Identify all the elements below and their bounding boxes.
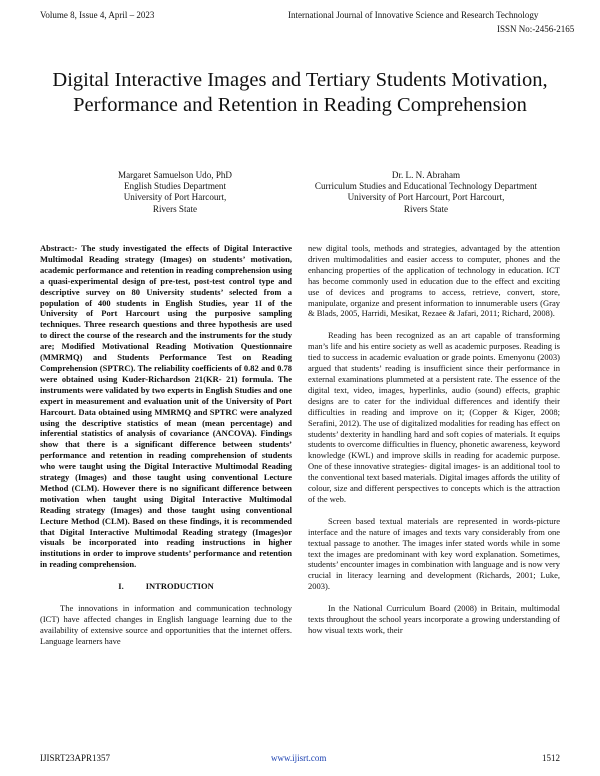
author-state: Rivers State — [403, 203, 449, 214]
paragraph: Reading has been recognized as an art capable of transforming man’s life and his entire society as well as academic purposes. Reading is tied to success in academic evaluation or grade points. Emenyonu (2003) argued that students’ reading is insufficient since their performance in external examinations plummeted at a persistent rate. The essence of the digital text, video, images, hyperlinks, audio (sound) effects, graphic designs are to cater for the individual differences and identify their difficulties in reading and improve on it; (Copper & Kiger, 2008; Serafini, 2012). The use of digitalized modalities for reading has effect on students’ dexterity in handling hard and soft copies of materials. It equips students to overcome difficulties in fluency, phonetic awareness, keyword knowledge (KWL) and improve skills in reading for academic purpose. One of these innovative strategies- digital images- is an additional tool to the conventional text based materials. Digital images affords the utility of colour, size and different perspectives to concepts which is the attraction of the web. — [308, 330, 560, 504]
paragraph: Screen based textual materials are represented in words-picture interface and the nature of images and texts vary considerably from one textual passage to another. The images infer stated words while in some text the images are predominant with key word explanation. Sometimes, students’ encounter images in combination with language and is now very crucial in literacy learning and development (Richards, 2001; Luke, 2003). — [308, 515, 560, 592]
author-block-2 — [296, 170, 556, 215]
journal-url[interactable]: www.ijisrt.com — [271, 753, 327, 763]
author-institution: University of Port Harcourt, Port Harcourt, — [347, 192, 505, 203]
right-column — [308, 243, 560, 636]
author-institution: University of Port Harcourt, — [123, 192, 227, 203]
paper-title: Digital Interactive Images and Tertiary Students Motivation, Performance and Retention in Reading Comprehension — [52, 69, 548, 116]
volume-info: Volume 8, Issue 4, April – 2023 — [40, 10, 155, 20]
section-heading — [40, 581, 292, 592]
author-block-1 — [45, 170, 305, 215]
author-department: English Studies Department — [123, 181, 227, 192]
left-column — [40, 243, 292, 647]
paragraph: new digital tools, methods and strategies, advantaged by the attention driven multimodalities and easier access to computer, phones and the enhancing properties of the application of technology in education. ICT has become commonly used in education due to the effect and exciting use of devices and programs to access, retrieve, convert, store, manipulate, organize and present information to innumerable users (Gray & Blads, 2005, Harridi, Mesikat, Rezaee & Jafari, 2011; Richard, 2008). — [308, 243, 560, 319]
paper-code: IJISRT23APR1357 — [40, 753, 110, 763]
paragraph: In the National Curriculum Board (2008) in Britain, multimodal texts throughout the school years incorporate a growing understanding of how visual texts work, their — [308, 603, 560, 635]
page-number: 1512 — [542, 753, 560, 763]
intro-paragraph: The innovations in information and communication technology (ICT) have affected changes in English language learning due to the availability of extensive source and opportunities that the internet offers. Language learners have — [40, 603, 292, 646]
section-title: INTRODUCTION — [145, 581, 214, 592]
author-state: Rivers State — [152, 203, 198, 214]
abstract: Abstract:- The study investigated the effects of Digital Interactive Multimodal Reading strategy (Images) on students’ motivation, academic performance and retention in reading comprehension using a quasi-experimental design of pre-test, post-test control type and descriptive survey on 80 University students’ selected from a population of 400 students in English Studies, year 1I of the University of Port Harcourt using the purposive sampling techniques. Three research questions and three hypothesis are used to direct the course of the research and the instruments for the study are; Modified Motivational Reading Motivation Questionnaire (MMRMQ) and Students Performance Test on Reading Comprehension (SPTRC). The reliability coefficients of 0.82 and 0.78 were obtained using Kuder-Richardson 21(KR- 21) formula. The instruments were validated by two experts in English Studies and one expert in measurement and evaluation unit of the University of Port Harcourt. Data obtained using MMRMQ and SPTRC were analyzed using the descriptive statistics of mean (mean percentage) and inferential statistics of analysis of covariance (ANCOVA). Findings show that there is a significant difference between students’ performance and retention in reading comprehension of students who were taught using the Digital Interactive Multimodal Reading strategy (Images) and those taught using conventional Lecture Method (CLM). However there is no significant difference between motivation when taught using Digital Interactive Multimodal Reading strategy (Images) and those taught using conventional Lecture Method (CLM). Based on these findings, it is recommended that Digital Interactive Multimodal Reading strategy (Images)or visuals be incorporated into reading instructions in higher institutions in order to improve students’ performance and retention in reading comprehension. — [40, 243, 292, 570]
author-name: Margaret Samuelson Udo, PhD — [118, 170, 232, 180]
author-name: Dr. L. N. Abraham — [391, 170, 461, 180]
issn: ISSN No:-2456-2165 — [497, 24, 575, 34]
section-number: I. — [118, 581, 124, 592]
author-department: Curriculum Studies and Educational Technology Department — [314, 181, 538, 192]
journal-name: International Journal of Innovative Science and Research Technology — [288, 10, 539, 20]
